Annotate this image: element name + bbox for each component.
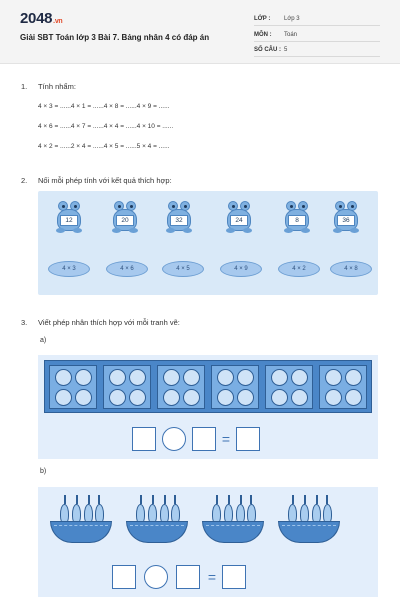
candy-strip (44, 360, 372, 413)
frog-8 (282, 199, 312, 235)
frog-24 (224, 199, 254, 235)
meta-count-value: 5 (284, 47, 288, 53)
q3-text: Viết phép nhân thích hợp với mỗi tranh vẽ: (38, 318, 180, 327)
q3-number: 3. (21, 318, 28, 327)
candy-box (319, 365, 367, 409)
frog-20 (110, 199, 140, 235)
frog-number: 8 (288, 215, 306, 226)
meta-grade (254, 14, 380, 26)
q3b-label: b) (40, 468, 47, 475)
lily-pad: 4 × 9 (220, 261, 262, 277)
q1-number: 1. (21, 82, 28, 91)
carrot-basket (202, 495, 264, 547)
frog-number: 32 (170, 215, 188, 226)
candy-box (157, 365, 205, 409)
page-title: Giải SBT Toán lớp 3 Bài 7. Bảng nhân 4 có đáp án (20, 33, 210, 42)
carrot-basket (50, 495, 112, 547)
answer-box-factor-2[interactable] (176, 565, 200, 589)
meta-question-count (254, 45, 380, 57)
answer-circle-operator[interactable] (144, 565, 168, 589)
site-logo[interactable] (20, 10, 62, 27)
carrot-basket (278, 495, 340, 547)
candy-box (211, 365, 259, 409)
meta-subject-label: MÔN : (254, 32, 272, 38)
candy-boxes-illustration (38, 355, 378, 459)
frog-matching-illustration (38, 191, 378, 295)
q1-line-3: 4 × 2 = ......2 × 4 = ......4 × 5 = ......5 × 4 = ...... (38, 143, 170, 150)
frog-number: 24 (230, 215, 248, 226)
meta-grade-value: Lớp 3 (284, 16, 300, 22)
carrot-baskets-illustration (38, 487, 378, 597)
equals-sign: = (207, 569, 217, 585)
answer-box-factor-1[interactable] (112, 565, 136, 589)
candy-box (103, 365, 151, 409)
q1-text: Tính nhẩm: (38, 82, 76, 91)
lily-pad: 4 × 5 (162, 261, 204, 277)
meta-grade-label: LỚP : (254, 16, 271, 22)
frog-12 (54, 199, 84, 235)
frog-number: 20 (116, 215, 134, 226)
answer-box-result[interactable] (222, 565, 246, 589)
lily-pad: 4 × 3 (48, 261, 90, 277)
lily-pad: 4 × 2 (278, 261, 320, 277)
frog-36 (331, 199, 361, 235)
carrot-basket (126, 495, 188, 547)
q1-line-1: 4 × 3 = ......4 × 1 = ......4 × 8 = ......4 × 9 = ...... (38, 103, 170, 110)
q3a-label: a) (40, 337, 47, 344)
candy-box (49, 365, 97, 409)
frog-number: 12 (60, 215, 78, 226)
frog-32 (164, 199, 194, 235)
frog-number: 36 (337, 215, 355, 226)
equals-sign: = (221, 431, 231, 447)
logo-tld: .vn (53, 18, 63, 25)
page-header (0, 0, 400, 64)
candy-box (265, 365, 313, 409)
meta-subject-value: Toán (284, 32, 298, 38)
q1-line-2: 4 × 6 = ......4 × 7 = ......4 × 4 = ......4 × 10 = ...... (38, 123, 174, 130)
meta-count-label: SỐ CÂU : (254, 47, 281, 53)
answer-box-factor-2[interactable] (192, 427, 216, 451)
answer-box-factor-1[interactable] (132, 427, 156, 451)
q2-number: 2. (21, 176, 28, 185)
answer-circle-operator[interactable] (162, 427, 186, 451)
logo-main: 2048 (20, 10, 53, 27)
q2-text: Nối mỗi phép tính với kết quả thích hợp: (38, 176, 172, 185)
lily-pad: 4 × 6 (106, 261, 148, 277)
lily-pad: 4 × 8 (330, 261, 372, 277)
answer-box-result[interactable] (236, 427, 260, 451)
meta-subject (254, 30, 380, 42)
